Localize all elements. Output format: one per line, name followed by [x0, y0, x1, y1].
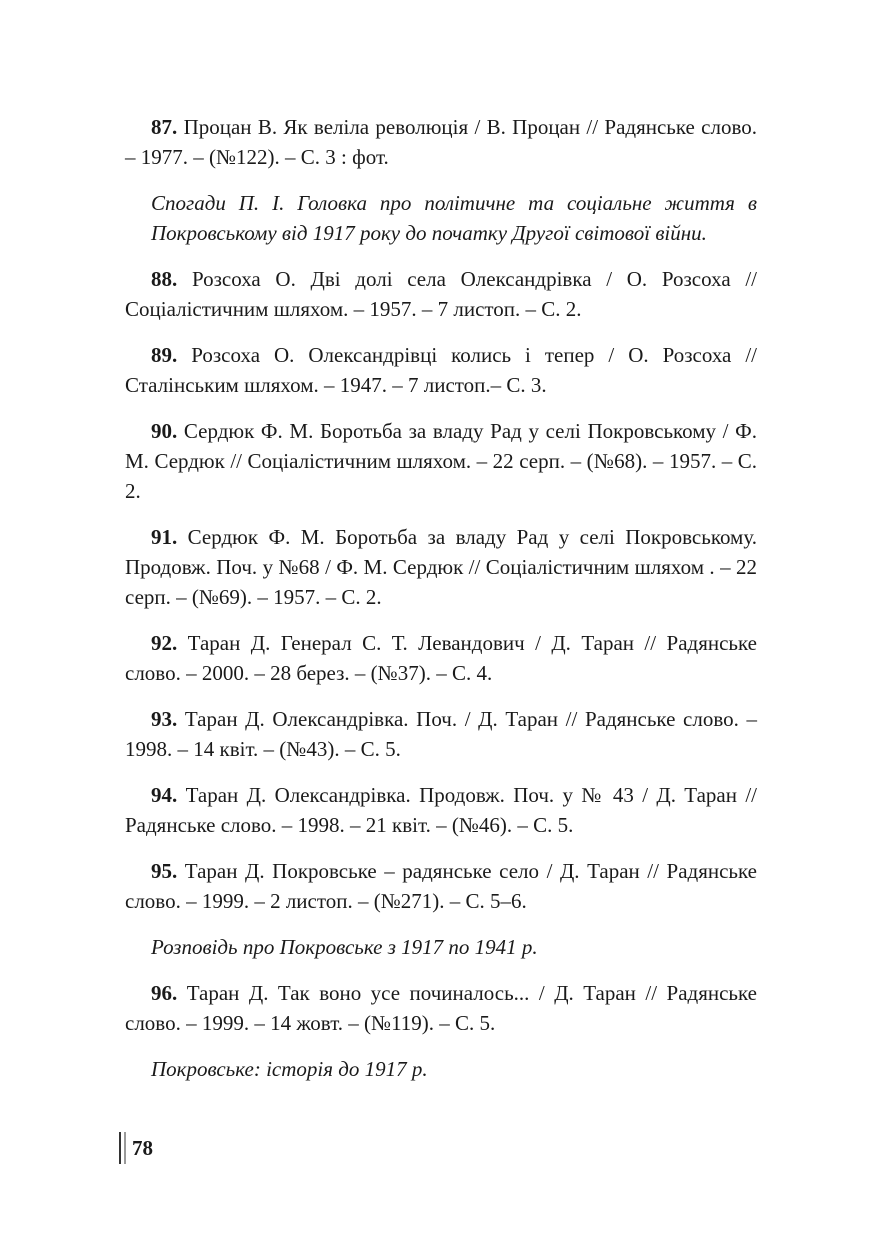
bibliography-entry-89: [125, 340, 757, 400]
bibliography-entry-88: [125, 264, 757, 324]
bibliography-entry-95: [125, 856, 757, 916]
entry-number: 89.: [151, 343, 178, 367]
entry-annotation-96: Покровське: історія до 1917 р.: [151, 1057, 428, 1081]
bibliography-entry-87: [125, 112, 757, 172]
bibliography-entry-96: [125, 978, 757, 1038]
entry-number: 91.: [151, 525, 178, 549]
entry-text: Сердюк Ф. М. Боротьба за владу Рад у селі Покровському / Ф. М. Сердюк // Соціалістичним шляхом. – 22 серп. – (№68). – 1957. – С. 2.: [125, 419, 757, 503]
entry-text: Таран Д. Покровське – радянське село / Д. Таран // Радянське слово. – 1999. – 2 листоп. – (№271). – С. 5–6.: [125, 859, 757, 913]
entry-text: Розсоха О. Олександрівці колись і тепер / О. Розсоха // Сталінським шляхом. – 1947. – 7 листоп.– С. 3.: [125, 343, 758, 397]
entry-number: 95.: [151, 859, 178, 883]
bibliography-entry-91: [125, 522, 757, 612]
entry-number: 92.: [151, 631, 178, 655]
entry-text: Таран Д. Генерал С. Т. Левандович / Д. Таран // Радянське слово. – 2000. – 28 берез. – (№37). – С. 4.: [125, 631, 757, 685]
bibliography-page: [125, 112, 757, 1100]
page-number-block: [119, 1132, 153, 1164]
entry-number: 88.: [151, 267, 178, 291]
entry-text: Таран Д. Олександрівка. Поч. / Д. Таран // Радянське слово. – 1998. – 14 квіт. – (№43). – С. 5.: [125, 707, 757, 761]
entry-number: 87.: [151, 115, 178, 139]
entry-number: 94.: [151, 783, 178, 807]
bibliography-entry-92: [125, 628, 757, 688]
entry-text: Таран Д. Так воно усе починалось... / Д. Таран // Радянське слово. – 1999. – 14 жовт. – (№119). – С. 5.: [125, 981, 757, 1035]
page-number: 78: [132, 1136, 153, 1160]
entry-number: 93.: [151, 707, 178, 731]
margin-bar-dark: [119, 1132, 121, 1164]
bibliography-entry-93: [125, 704, 757, 764]
margin-bar-light: [124, 1132, 126, 1164]
entry-annotation-87: Спогади П. І. Головка про політичне та соціальне життя в Покровському від 1917 року до початку Другої світової війни.: [151, 191, 757, 245]
bibliography-entry-94: [125, 780, 757, 840]
bibliography-entry-90: [125, 416, 757, 506]
entry-text: Сердюк Ф. М. Боротьба за владу Рад у селі Покровському. Продовж. Поч. у №68 / Ф. М. Сердюк // Соціалістичним шляхом . – 22 серп. – (№69). – 1957. – С. 2.: [125, 525, 757, 609]
entry-text: Розсоха О. Дві долі села Олександрівка / О. Розсоха // Соціалістичним шляхом. – 1957. – 7 листоп. – С. 2.: [125, 267, 758, 321]
entry-number: 90.: [151, 419, 178, 443]
entry-text: Таран Д. Олександрівка. Продовж. Поч. у № 43 / Д. Таран // Радянське слово. – 1998. – 21 квіт. – (№46). – С. 5.: [125, 783, 758, 837]
entry-number: 96.: [151, 981, 178, 1005]
entry-annotation-95: Розповідь про Покровське з 1917 по 1941 р.: [151, 935, 538, 959]
entry-text: Процан В. Як веліла революція / В. Процан // Радянське слово. – 1977. – (№122). – С. 3 : фот.: [125, 115, 758, 169]
